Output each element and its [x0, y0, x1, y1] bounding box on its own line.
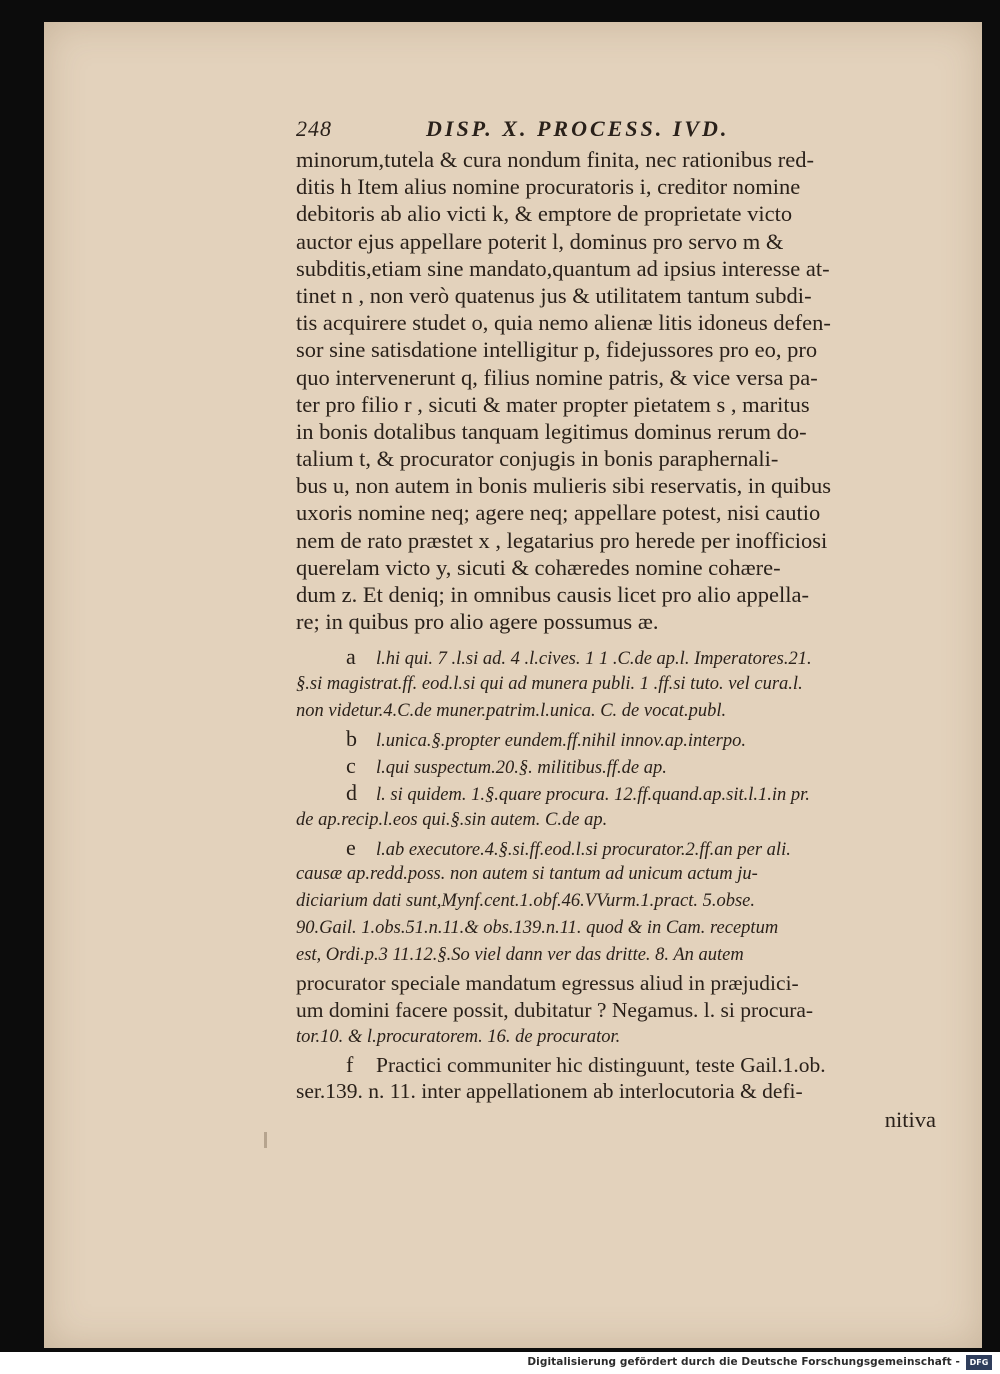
footnote-line: [296, 834, 936, 861]
page-number: 248: [296, 116, 332, 141]
body-line: ditis h Item alius nomine procuratoris i, creditor nomine: [296, 174, 801, 200]
note-text: l.unica.§.propter eundem.ff.nihil innov.ap.interpo.: [376, 730, 746, 751]
footnote-line: non videtur.4.C.de muner.patrim.l.unica. C. de vocat.publ.: [296, 700, 727, 721]
footnote-f: [296, 1051, 936, 1105]
footnote-line: [296, 752, 936, 779]
note-text: l.hi qui. 7 .l.si ad. 4 .l.cives. 1 1 .C.de ap.l. Imperatores.21.: [376, 649, 812, 670]
note-mark: a: [346, 644, 356, 670]
body-line: querelam victo y, sicuti & cohæredes nomine cohære-: [296, 554, 781, 580]
body-text: [296, 146, 936, 635]
running-title: DISP. X. PROCESS. IVD.: [426, 116, 730, 141]
body-line: in bonis dotalibus tanquam legitimus dominus rerum do-: [296, 418, 807, 444]
note-mark: d: [346, 780, 357, 806]
footnote-line: um domini facere possit, dubitatur ? Negamus. l. si procura-: [296, 997, 814, 1022]
body-line: minorum,tutela & cura nondum finita, nec rationibus red-: [296, 147, 814, 172]
note-mark: e: [346, 834, 356, 860]
dfg-logo: DFG: [966, 1355, 992, 1370]
footnote-d: [296, 779, 936, 833]
footnote-line: 90.Gail. 1.obs.51.n.11.& obs.139.n.11. quod & in Cam. receptum: [296, 918, 779, 939]
body-line: tinet n , non verò quatenus jus & utilitatem tantum subdi-: [296, 282, 812, 308]
note-mark: f: [346, 1052, 354, 1078]
body-line: quo intervenerunt q, filius nomine patris, & vice versa pa-: [296, 364, 818, 390]
note-text: l.qui suspectum.20.§. militibus.ff.de ap.: [376, 758, 667, 779]
footer-bar: [0, 1352, 1000, 1374]
body-line: bus u, non autem in bonis mulieris sibi reservatis, in quibus: [296, 473, 831, 499]
running-head: [296, 116, 936, 146]
body-line: tis acquirere studet o, quia nemo alienæ litis idoneus defen-: [296, 310, 831, 336]
footnote-line: de ap.recip.l.eos qui.§.sin autem. C.de ap.: [296, 809, 608, 830]
footnote-line: [296, 1051, 936, 1078]
footnote-line: procurator speciale mandatum egressus aliud in præjudici-: [296, 970, 799, 995]
footnote-c: [296, 752, 936, 779]
footnote-b: [296, 725, 936, 752]
body-line: ter pro filio r , sicuti & mater propter pietatem s , maritus: [296, 391, 810, 417]
footnote-line: est, Ordi.p.3 11.12.§.So viel dann ver das dritte. 8. An autem: [296, 945, 744, 966]
body-line: subditis,etiam sine mandato,quantum ad ipsius interesse at-: [296, 255, 830, 281]
note-mark: b: [346, 725, 357, 751]
footnote-line: ser.139. n. 11. inter appellationem ab interlocutoria & defi-: [296, 1079, 803, 1104]
body-line: talium t, & procurator conjugis in bonis paraphernali-: [296, 446, 779, 472]
footnote-line: tor.10. & l.procuratorem. 16. de procurator.: [296, 1027, 621, 1047]
note-text: Practici communiter hic distinguunt, teste Gail.1.ob.: [376, 1053, 826, 1078]
body-line: uxoris nomine neq; agere neq; appellare potest, nisi cautio: [296, 500, 821, 526]
footnotes: [296, 643, 936, 1105]
funding-credit: Digitalisierung gefördert durch die Deutsche Forschungsgemeinschaft -: [527, 1356, 960, 1368]
footnote-line: [296, 725, 936, 752]
footnote-line: causæ ap.redd.poss. non autem si tantum ad unicum actum ju-: [296, 863, 758, 884]
note-text: l. si quidem. 1.§.quare procura. 12.ff.quand.ap.sit.l.1.in pr.: [376, 785, 810, 806]
body-line: nem de rato præstet x , legatarius pro herede per inofficiosi: [296, 527, 828, 553]
page-content: [296, 116, 936, 1133]
body-line: auctor ejus appellare poterit l, dominus pro servo m &: [296, 228, 784, 254]
body-line: dum z. Et deniq; in omnibus causis licet pro alio appella-: [296, 582, 810, 607]
note-mark: c: [346, 753, 356, 779]
body-line: re; in quibus pro alio agere possumus æ.: [296, 609, 659, 635]
footnote-line: [296, 643, 936, 670]
footnote-line: diciarium dati sunt,Mynf.cent.1.obf.46.VVurm.1.pract. 5.obse.: [296, 891, 756, 912]
body-line: sor sine satisdatione intelligitur p, fidejussores pro eo, pro: [296, 337, 818, 363]
note-text: l.ab executore.4.§.si.ff.eod.l.si procurator.2.ff.an per ali.: [376, 839, 791, 860]
body-line: debitoris ab alio victi k, & emptore de proprietate victo: [296, 201, 793, 227]
footnote-a: [296, 643, 936, 725]
footnote-e: [296, 834, 936, 1052]
catchword: nitiva: [884, 1106, 936, 1132]
footnote-line: [296, 779, 936, 806]
footnote-line: §.si magistrat.ff. eod.l.si qui ad munera publi. 1 .ff.si tuto. vel cura.l.: [296, 673, 803, 694]
ink-blemish: [264, 1132, 267, 1148]
